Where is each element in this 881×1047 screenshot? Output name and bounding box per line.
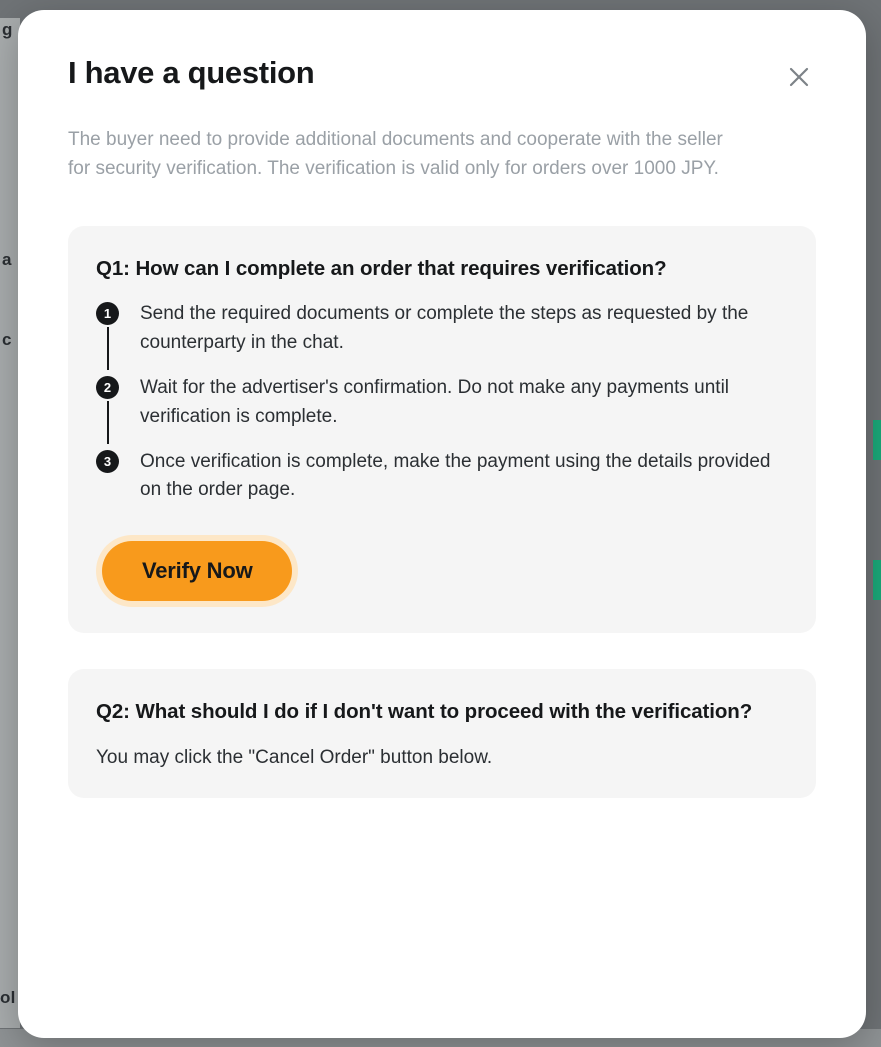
steps-list (96, 300, 788, 509)
verify-now-button[interactable]: Verify Now (102, 541, 292, 601)
faq-answer-text: You may click the "Cancel Order" button below. (96, 746, 493, 768)
step-number: 1 (96, 302, 119, 325)
background-text-fragment: c (2, 330, 12, 349)
step-text: Once verification is complete, make the payment using the details provided on the order page. (140, 450, 771, 501)
background-text-fragment: g (2, 20, 13, 39)
step-number: 3 (96, 450, 119, 473)
list-item (96, 374, 788, 448)
background-accent-bar (873, 420, 881, 460)
list-item (96, 300, 788, 374)
step-number: 2 (96, 376, 119, 399)
background-accent-bar (873, 560, 881, 600)
faq-card-q2 (68, 669, 816, 798)
faq-question-title: Q1: How can I complete an order that requires verification? (96, 256, 667, 280)
step-connector (107, 401, 109, 444)
background-left-strip (0, 18, 20, 1028)
faq-card-q1 (68, 226, 816, 634)
step-connector (107, 327, 109, 370)
verify-button-halo (96, 535, 298, 607)
close-icon[interactable] (782, 60, 816, 94)
step-text: Send the required documents or complete the steps as requested by the counterparty in the chat. (140, 303, 749, 353)
step-text: Wait for the advertiser's confirmation. Do not make any payments until verification is complete. (140, 376, 730, 427)
background-text-fragment: ol (0, 988, 16, 1007)
page-title: I have a question (68, 55, 315, 90)
modal-intro-text: The buyer need to provide additional documents and cooperate with the seller for security verification. The verification is valid only for orders over 1000 JPY. (68, 129, 723, 179)
faq-question-title: Q2: What should I do if I don't want to proceed with the verification? (96, 700, 753, 724)
background-text-fragment: a (2, 250, 12, 269)
question-modal (18, 10, 866, 1038)
list-item (96, 448, 788, 510)
modal-header (68, 10, 816, 94)
